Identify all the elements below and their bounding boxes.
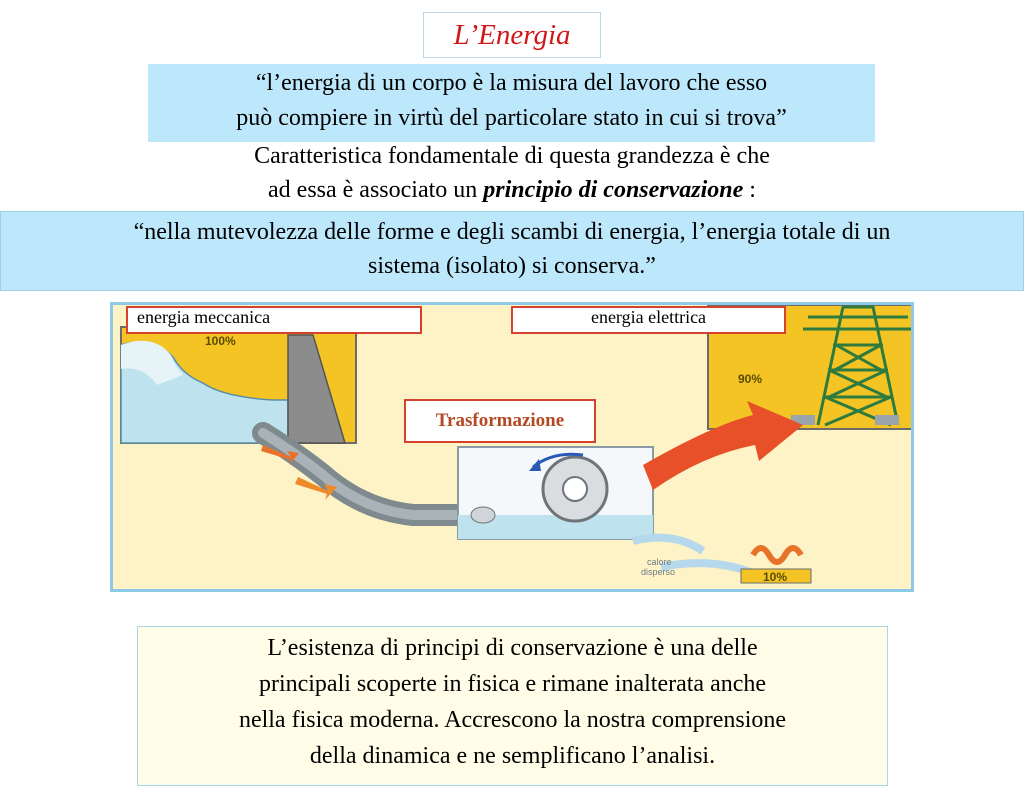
slide-title: L’Energia — [453, 18, 571, 51]
heat-caption-1: calore — [647, 557, 672, 567]
label-transformation — [404, 399, 596, 443]
conservation-quote-box — [0, 211, 1024, 291]
percent-input: 100% — [205, 334, 236, 348]
definition-line-1: “l’energia di un corpo è la misura del lavoro che esso — [255, 70, 768, 96]
hydroelectric-diagram — [113, 305, 911, 589]
characteristic-suffix: : — [743, 177, 756, 203]
label-electrical-energy: energia elettrica — [511, 306, 786, 334]
conservation-line-1: “nella mutevolezza delle forme e degli scambi di energia, l’energia totale di un — [133, 219, 891, 245]
label-transformation-text: Trasformazione — [435, 410, 565, 431]
characteristic-text — [120, 141, 904, 211]
definition-box — [148, 64, 875, 142]
characteristic-prefix: ad essa è associato un — [268, 177, 484, 203]
bottom-line-1: L’esistenza di principi di conservazione è una delle — [267, 635, 758, 661]
insulator-2 — [875, 415, 899, 425]
bottom-line-3: nella fisica moderna. Accrescono la nostra comprensione — [238, 707, 787, 733]
bottom-line-2: principali scoperte in fisica e rimane inalterata anche — [258, 671, 767, 697]
bottom-note-box — [137, 626, 888, 786]
turbine-hub — [563, 477, 587, 501]
energy-transformation-figure — [110, 302, 914, 592]
conservation-line-2: sistema (isolato) si conserva.” — [368, 253, 656, 279]
label-mechanical-energy: energia meccanica — [126, 306, 422, 334]
heat-caption-2: disperso — [641, 567, 676, 577]
definition-line-2: può compiere in virtù del particolare stato in cui si trova” — [236, 105, 787, 131]
nozzle — [471, 507, 495, 523]
characteristic-line-1: Caratteristica fondamentale di questa grandezza è che — [254, 143, 770, 169]
percent-heat: 10% — [763, 570, 788, 584]
percent-electric: 90% — [738, 372, 763, 386]
bottom-line-4: della dinamica e ne semplificano l’analisi. — [309, 743, 716, 769]
characteristic-line-2 — [120, 177, 904, 204]
heat-wave-1 — [633, 538, 703, 551]
heat-wave-orange — [753, 548, 801, 562]
conservation-principle-emphasis: principio di conservazione — [483, 177, 744, 203]
title-box — [423, 12, 601, 58]
